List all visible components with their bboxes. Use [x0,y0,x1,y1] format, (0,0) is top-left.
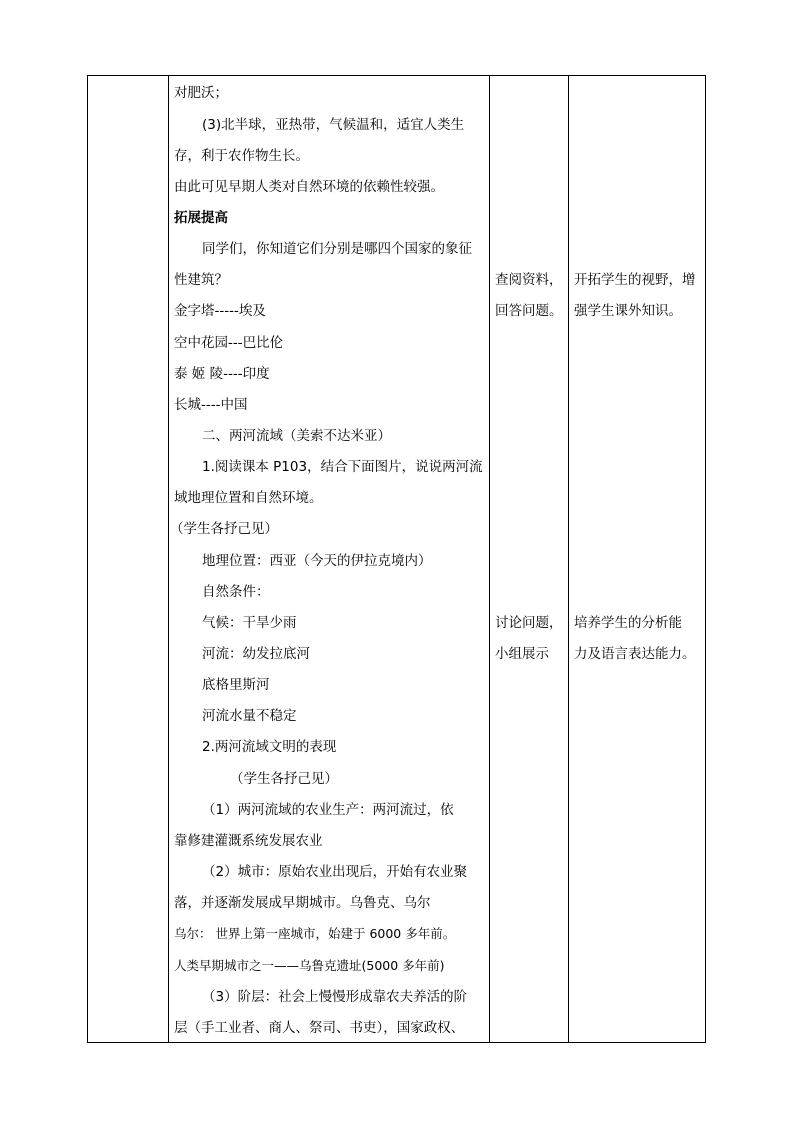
section-heading: 二、两河流域（美索不达米亚） [202,428,391,444]
student-activity-line: 查阅资料， [495,272,563,288]
column-divider [168,76,169,1042]
content-line: 靠修建灌溉系统发展农业 [174,833,323,849]
content-line: 自然条件： [202,584,270,600]
design-intent-line: 强学生课外知识。 [574,303,682,319]
student-activity-line: 小组展示 [495,646,549,662]
content-line: 层（手工业者、商人、祭司、书吏），国家政权、 [174,1020,465,1036]
content-line: 河流：幼发拉底河 [202,646,310,662]
content-line: 性建筑？ [174,272,228,288]
content-line: （学生各抒己见） [230,771,338,787]
content-line: 金字塔-----埃及 [174,303,266,319]
lesson-plan-table [87,75,706,1043]
student-activity-line: 回答问题。 [495,303,563,319]
content-line: 地理位置：西亚（今天的伊拉克境内） [202,553,432,569]
content-line: (3)北半球，亚热带，气候温和，适宜人类生 [202,117,465,133]
content-line: 空中花园---巴比伦 [174,335,284,351]
column-divider [568,76,569,1042]
content-line: （3）阶层：社会上慢慢形成靠农夫养活的阶 [202,989,468,1005]
content-line: 同学们，你知道它们分别是哪四个国家的象征 [202,241,472,257]
content-line: 底格里斯河 [202,677,270,693]
content-line: 对肥沃； [174,85,228,101]
content-line: （2）城市：原始农业出现后，开始有农业聚 [202,864,468,880]
design-intent-line: 开拓学生的视野，增 [574,272,696,288]
design-intent-line: 力及语言表达能力。 [574,646,696,662]
content-line: 存，利于农作物生长。 [174,148,309,164]
content-line: （1）两河流域的农业生产：两河流过，依 [202,802,454,818]
content-line: 长城----中国 [174,397,248,413]
content-line: 由此可见早期人类对自然环境的依赖性较强。 [174,179,444,195]
content-line: 人类早期城市之一——乌鲁克遗址(5000 多年前) [174,958,445,973]
student-activity-line: 讨论问题， [495,615,563,631]
content-line: 落，并逐渐发展成早期城市。乌鲁克、乌尔 [174,895,431,911]
content-line: 乌尔： 世界上第一座城市，始建于 6000 多年前。 [174,926,456,941]
section-heading: 拓展提高 [174,210,228,226]
content-line: 2.两河流域文明的表现 [202,739,337,755]
column-divider [489,76,490,1042]
design-intent-line: 培养学生的分析能 [574,615,682,631]
content-line: 1.阅读课本 P103，结合下面图片，说说两河流 [202,459,483,475]
content-line: 气候：干旱少雨 [202,615,297,631]
content-line: 域地理位置和自然环境。 [174,490,323,506]
content-line: 河流水量不稳定 [202,708,297,724]
content-line: 泰 姬 陵----印度 [174,366,270,382]
content-line: （学生各抒己见） [170,521,278,537]
